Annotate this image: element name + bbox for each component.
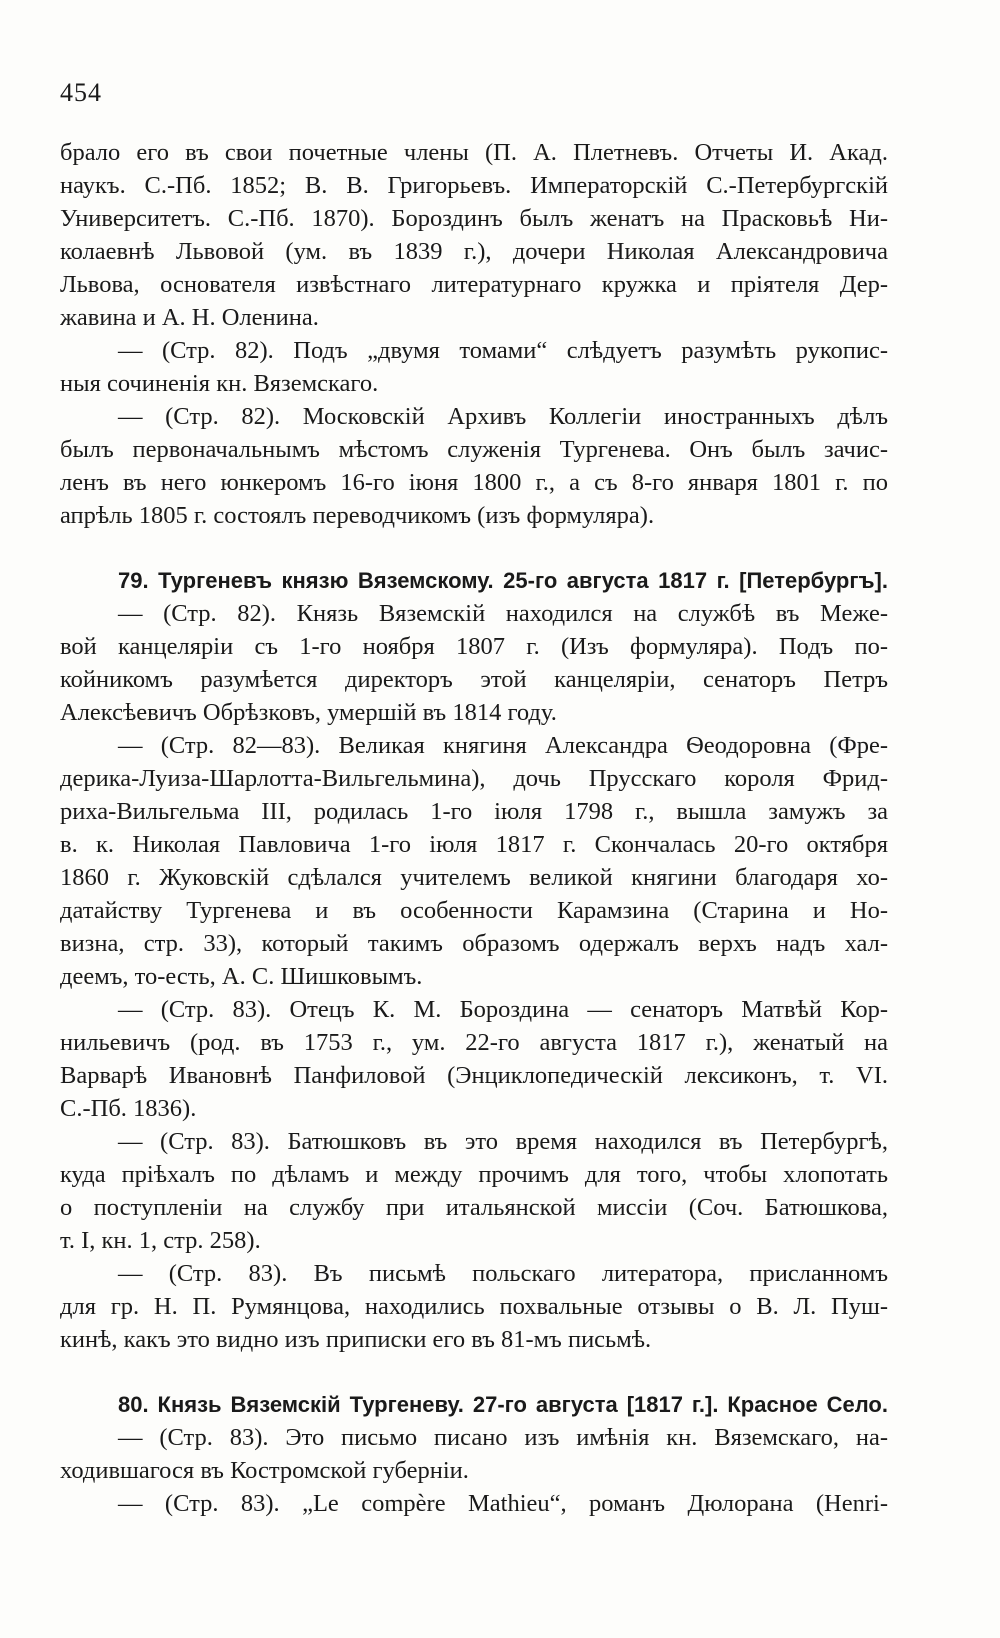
text-line: койникомъ разумѣется директоръ этой канцелярiи, сенаторъ Петръ: [60, 666, 888, 693]
text-line: ходившагося въ Костромской губернiи.: [60, 1457, 469, 1484]
text-line: ныя сочиненiя кн. Вяземскаго.: [60, 370, 379, 397]
text-line: Алексѣевичъ Обрѣзковъ, умершiй въ 1814 году.: [60, 699, 557, 726]
text-line: вой канцелярiи съ 1-го ноября 1807 г. (Изъ формуляра). Подъ по-: [60, 633, 888, 660]
text-line: Университетъ. С.-Пб. 1870). Бороздинъ былъ женатъ на Прасковьѣ Ни-: [60, 205, 888, 232]
text-line: наукъ. С.-Пб. 1852; В. В. Григорьевъ. Императорскiй С.-Петербургскiй: [60, 172, 888, 199]
text-line: ленъ въ него юнкеромъ 16-го iюня 1800 г., а съ 8-го января 1801 г. по: [60, 469, 888, 496]
section-gap: [60, 532, 888, 564]
text-line: датайству Тургенева и въ особенности Карамзина (Старина и Но-: [60, 897, 888, 924]
section-gap: [60, 1356, 888, 1388]
text-line: дерика-Луиза-Шарлотта-Вильгельмина), дочь Прусскаго короля Фрид-: [60, 765, 888, 792]
text-line: брало его въ свои почетные члены (П. А. Плетневъ. Отчеты И. Акад.: [60, 139, 888, 166]
text-line: былъ первоначальнымъ мѣстомъ служенiя Тургенева. Онъ былъ зачис-: [60, 436, 888, 463]
text-line: о поступленiи на службу при итальянской миссiи (Соч. Батюшкова,: [60, 1194, 888, 1221]
text-line: — (Стр. 82). Князь Вяземскiй находился на службѣ въ Меже-: [118, 600, 888, 627]
text-line: апрѣль 1805 г. состоялъ переводчикомъ (изъ формуляра).: [60, 502, 655, 529]
text-line: т. I, кн. 1, стр. 258).: [60, 1227, 261, 1254]
text-line: визна, стр. 33), который такимъ образомъ одержалъ верхъ надъ хал-: [60, 930, 888, 957]
text-line: куда прiѣхалъ по дѣламъ и между прочимъ для того, чтобы хлопотать: [60, 1161, 888, 1188]
text-line: — (Стр. 83). „Le compère Mathieu“, романъ Дюлорана (Henri-: [118, 1490, 888, 1517]
letter-heading-80: 80. Князь Вяземскiй Тургеневу. 27-го августа [1817 г.]. Красное Село.: [118, 1392, 888, 1417]
text-line: кинѣ, какъ это видно изъ приписки его въ 81-мъ письмѣ.: [60, 1326, 652, 1353]
text-line: — (Стр. 82—83). Великая княгиня Александра Ѳеодоровна (Фре-: [118, 732, 888, 759]
text-line: — (Стр. 83). Отецъ К. М. Бороздина — сенаторъ Матвѣй Кор-: [118, 996, 888, 1023]
text-line: — (Стр. 83). Это письмо писано изъ имѣнiя кн. Вяземскаго, на-: [118, 1424, 888, 1451]
page-body: [60, 136, 888, 1520]
text-line: деемъ, то-есть, А. С. Шишковымъ.: [60, 963, 423, 990]
text-line: для гр. Н. П. Румянцова, находились похвальные отзывы о В. Л. Пуш-: [60, 1293, 888, 1320]
text-line: риха-Вильгельма III, родилась 1-го iюля 1798 г., вышла замужъ за: [60, 798, 888, 825]
text-line: 1860 г. Жуковскiй сдѣлался учителемъ великой княгини благодаря хо-: [60, 864, 888, 891]
text-line: Варварѣ Ивановнѣ Панфиловой (Энциклопедическiй лексиконъ, т. VI.: [60, 1062, 888, 1089]
text-line: — (Стр. 82). Московскiй Архивъ Коллегiи иностранныхъ дѣлъ: [118, 403, 888, 430]
text-line: нильевичъ (род. въ 1753 г., ум. 22-го августа 1817 г.), женатый на: [60, 1029, 888, 1056]
text-line: — (Стр. 83). Батюшковъ въ это время находился въ Петербургѣ,: [118, 1128, 888, 1155]
text-line: — (Стр. 82). Подъ „двумя томами“ слѣдуетъ разумѣть рукопис-: [118, 337, 888, 364]
text-line: — (Стр. 83). Въ письмѣ польскаго литератора, присланномъ: [118, 1260, 888, 1287]
text-line: жавина и А. Н. Оленина.: [60, 304, 319, 331]
text-line: колаевнѣ Львовой (ум. въ 1839 г.), дочери Николая Александровича: [60, 238, 888, 265]
letter-heading-79: 79. Тургеневъ князю Вяземскому. 25-го августа 1817 г. [Петербургъ].: [118, 568, 888, 593]
text-line: С.-Пб. 1836).: [60, 1095, 197, 1122]
page-number: 454: [60, 78, 102, 107]
text-line: в. к. Николая Павловича 1-го iюля 1817 г. Скончалась 20-го октября: [60, 831, 888, 858]
text-line: Львова, основателя извѣстнаго литературнаго кружка и прiятеля Дер-: [60, 271, 888, 298]
